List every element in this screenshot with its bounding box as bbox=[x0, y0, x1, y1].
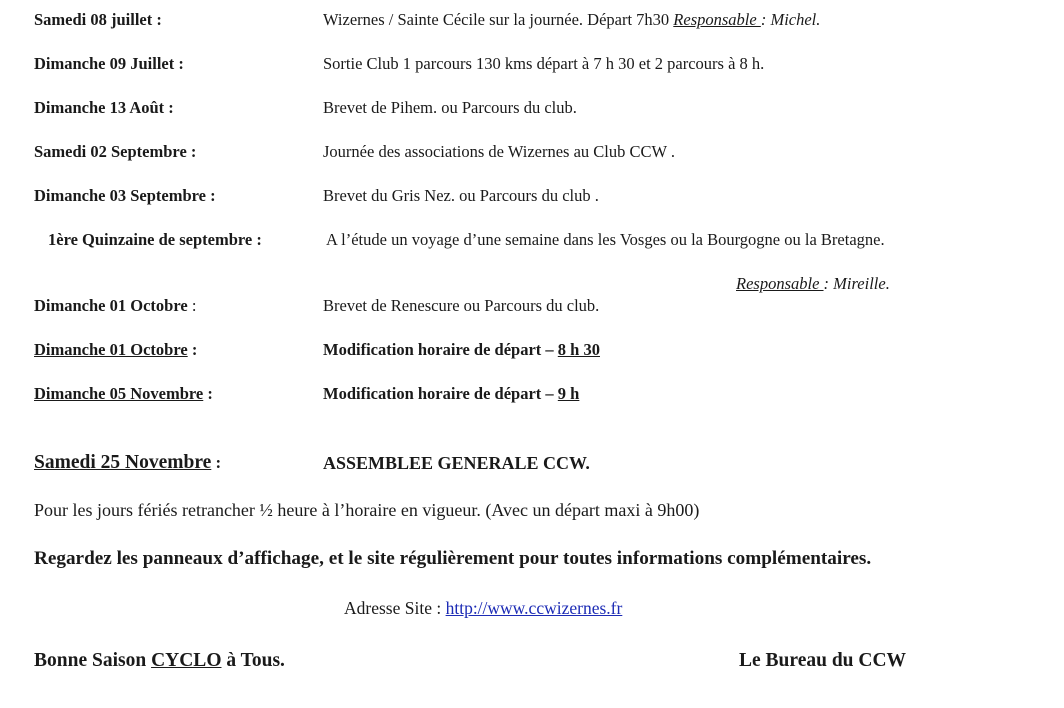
assembly-date-text: Samedi 25 Novembre bbox=[34, 452, 212, 473]
greeting bbox=[34, 648, 285, 674]
schedule-row bbox=[0, 338, 1064, 362]
schedule-row bbox=[0, 382, 1064, 406]
event-date-text: Dimanche 01 Octobre bbox=[34, 296, 188, 315]
event-description bbox=[323, 382, 579, 406]
signature: Le Bureau du CCW bbox=[739, 650, 907, 671]
assembly-date bbox=[34, 450, 221, 476]
event-date bbox=[34, 338, 197, 362]
event-date: Dimanche 03 Septembre : bbox=[34, 186, 216, 205]
event-description bbox=[323, 8, 820, 32]
site-link[interactable]: http://www.ccwizernes.fr bbox=[445, 598, 623, 618]
event-description: Sortie Club 1 parcours 130 kms départ à 7 h 30 et 2 parcours à 8 h. bbox=[323, 54, 765, 73]
event-date-text: Dimanche 01 Octobre bbox=[34, 340, 188, 359]
greeting-end: à Tous. bbox=[221, 650, 285, 671]
event-date-text: Dimanche 05 Novembre bbox=[34, 384, 204, 403]
schedule-row bbox=[0, 8, 1064, 32]
event-description: A l’étude un voyage d’une semaine dans les Vosges ou la Bourgogne ou la Bretagne. bbox=[326, 230, 885, 249]
departure-change-text: Modification horaire de départ – bbox=[323, 384, 558, 403]
event-description: Brevet du Gris Nez. ou Parcours du club . bbox=[323, 186, 599, 205]
responsible-row bbox=[0, 272, 1064, 296]
event-date: Samedi 08 juillet : bbox=[34, 10, 162, 29]
event-date bbox=[34, 382, 213, 406]
event-description-text: Wizernes / Sainte Cécile sur la journée. Départ 7h30 bbox=[323, 10, 674, 29]
schedule-row bbox=[0, 228, 1064, 252]
event-date bbox=[34, 294, 196, 318]
schedule-row bbox=[0, 294, 1064, 318]
event-date: Dimanche 09 Juillet : bbox=[34, 54, 184, 73]
holiday-note: Pour les jours fériés retrancher ½ heure à l’horaire en vigueur. (Avec un départ maxi à 9h00) bbox=[34, 500, 700, 520]
assembly-title: ASSEMBLEE GENERALE CCW. bbox=[323, 453, 590, 473]
event-description: Brevet de Renescure ou Parcours du club. bbox=[323, 296, 600, 315]
responsible-note bbox=[736, 272, 890, 296]
event-date-colon: : bbox=[187, 340, 198, 359]
responsible-label: Responsable bbox=[673, 10, 761, 29]
responsible-name: Mireille. bbox=[833, 274, 890, 293]
responsible-label: Responsable bbox=[736, 274, 824, 293]
event-description: Brevet de Pihem. ou Parcours du club. bbox=[323, 98, 577, 117]
schedule-row bbox=[0, 184, 1064, 208]
responsible-name: Michel. bbox=[770, 10, 821, 29]
notice-text: Regardez les panneaux d’affichage, et le site régulièrement pour toutes informations complémentaires. bbox=[34, 548, 872, 569]
event-description: Journée des associations de Wizernes au Club CCW . bbox=[323, 142, 676, 161]
event-date-colon: : bbox=[187, 296, 197, 315]
greeting-text: Bonne Saison bbox=[34, 650, 152, 671]
schedule-row bbox=[0, 96, 1064, 120]
departure-time: 8 h 30 bbox=[557, 340, 600, 359]
event-date: 1ère Quinzaine de septembre : bbox=[48, 230, 262, 249]
assembly-date-colon: : bbox=[211, 453, 222, 472]
responsible-separator: : bbox=[760, 10, 771, 29]
departure-change-text: Modification horaire de départ – bbox=[323, 340, 558, 359]
event-description bbox=[323, 338, 600, 362]
schedule-row bbox=[0, 140, 1064, 164]
event-date: Dimanche 13 Août : bbox=[34, 98, 174, 117]
site-address bbox=[344, 595, 622, 621]
schedule-row bbox=[0, 52, 1064, 76]
responsible-separator: : bbox=[823, 274, 834, 293]
event-date: Samedi 02 Septembre : bbox=[34, 142, 197, 161]
departure-time: 9 h bbox=[557, 384, 580, 403]
event-date-colon: : bbox=[203, 384, 213, 403]
greeting-cyclo: CYCLO bbox=[151, 650, 222, 671]
site-label: Adresse Site : bbox=[344, 598, 446, 618]
